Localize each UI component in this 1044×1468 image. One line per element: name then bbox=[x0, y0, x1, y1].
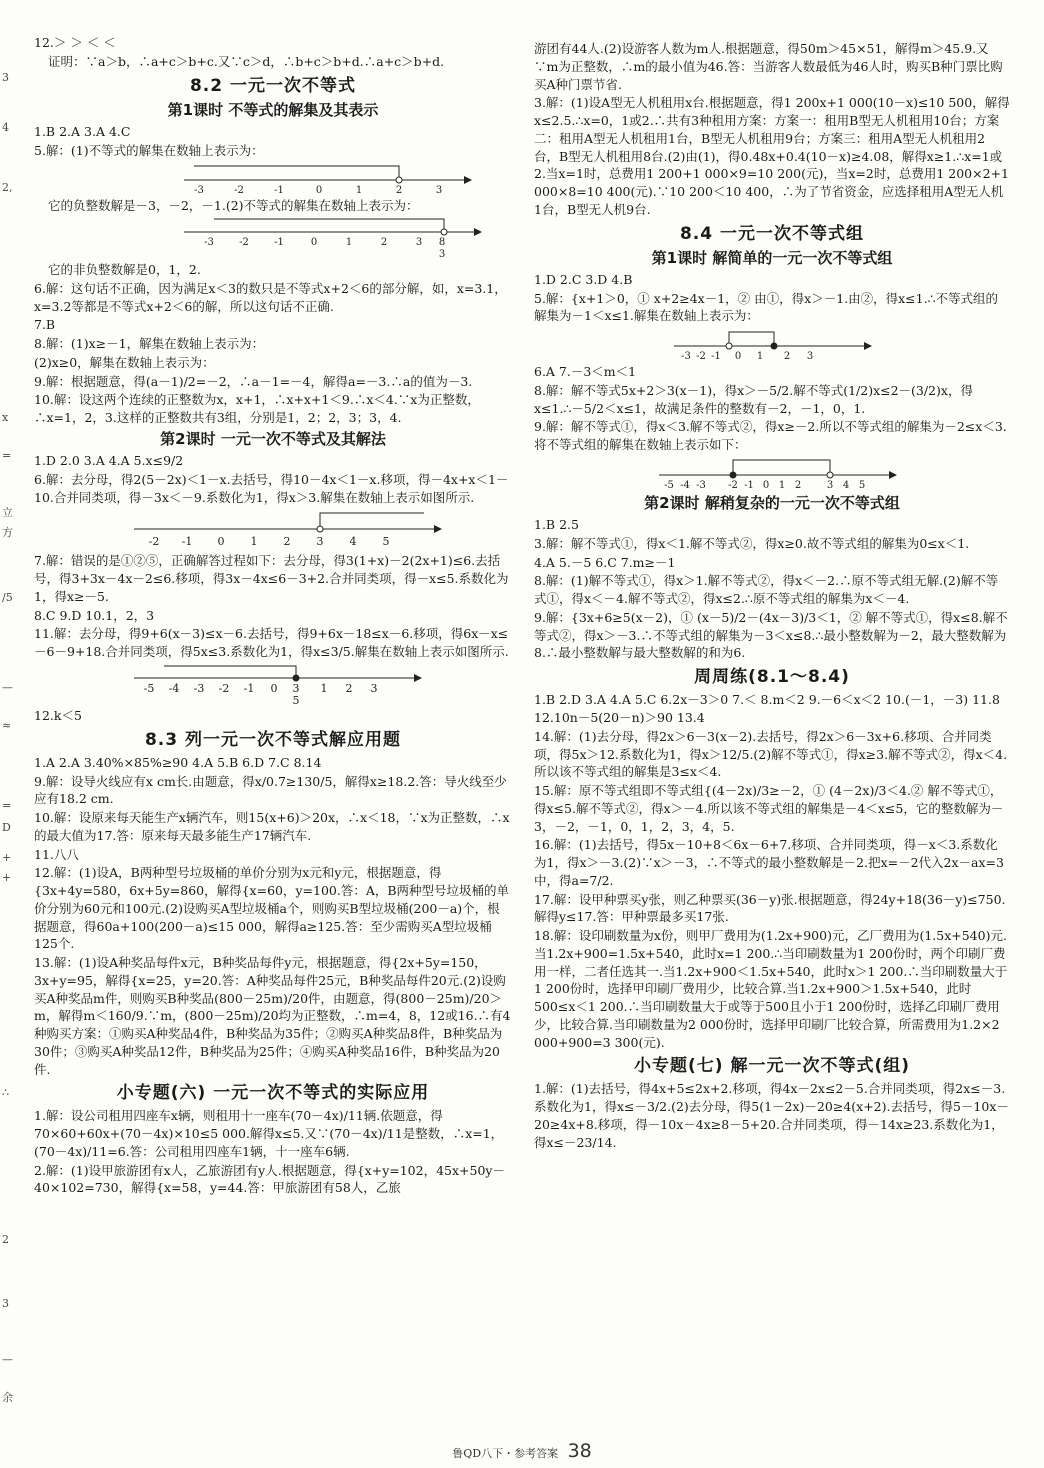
svg-text:2: 2 bbox=[283, 535, 291, 549]
answer-line: 它的负整数解是－3，－2，－1.(2)不等式的解集在数轴上表示为： bbox=[48, 198, 419, 214]
section-heading: 周周练(8.1～8.4) bbox=[694, 667, 850, 688]
answer-line: 5.解：{x+1＞0，① x+2≥4x－1，② 由①，得x＞－1.由②，得x≤1.∴不等式组的解集为－1＜x≤1.解集在数轴上表示为： bbox=[534, 290, 999, 324]
svg-text:-2: -2 bbox=[218, 681, 230, 695]
svg-text:1: 1 bbox=[355, 185, 363, 197]
svg-text:3: 3 bbox=[435, 185, 443, 197]
edge-mark: ∴ bbox=[2, 1086, 9, 1099]
svg-text:-2: -2 bbox=[234, 185, 244, 197]
number-line-figure bbox=[34, 507, 512, 551]
lesson-heading: 第1课时 解简单的一元一次不等式组 bbox=[651, 248, 893, 267]
svg-text:2: 2 bbox=[395, 185, 403, 197]
svg-text:0: 0 bbox=[217, 535, 225, 549]
answer-line: 6.A 7.－3＜m＜1 bbox=[534, 364, 637, 380]
svg-text:-1: -1 bbox=[243, 681, 255, 695]
svg-text:-3: -3 bbox=[193, 681, 205, 695]
answer-line: 7.解：错误的是①②⑤，正确解答过程如下：去分母，得3(1+x)－2(2x+1)≤6.去括号，得3+3x－4x－2≤6.移项，得3x－4x≤6－3+2.合并同类项，得－x≤5.系数化为1，得x≥－5. bbox=[34, 553, 509, 604]
edge-mark: D bbox=[2, 821, 11, 834]
answer-line: 12.解：(1)设A，B两种型号垃圾桶的单价分别为x元和y元，根据题意，得{3x+4y=580，6x+5y=860，解得{x=60，y=100.答：A，B两种型号垃圾桶的单价分别为60元和100元.(2)设购买A型垃圾桶a个，则购买B型垃圾桶(200－a)个，根据题意，得60a+100(200－a)≤15 000，解得a≥125.答：至少需购买A型垃圾桶125个. bbox=[34, 865, 510, 952]
svg-text:0: 0 bbox=[762, 479, 770, 491]
svg-text:8: 8 bbox=[438, 237, 446, 249]
svg-text:1: 1 bbox=[320, 681, 328, 695]
section-heading: 8.3 列一元一次不等式解应用题 bbox=[144, 729, 402, 750]
svg-text:3: 3 bbox=[316, 535, 324, 549]
edge-mark: 4 bbox=[2, 121, 9, 134]
right-column bbox=[534, 40, 1010, 1440]
answer-line: 7.B bbox=[34, 317, 56, 333]
svg-text:3: 3 bbox=[370, 681, 378, 695]
svg-text:2: 2 bbox=[380, 237, 388, 249]
edge-mark: + bbox=[2, 851, 12, 864]
answer-line: 6.解：这句话不正确，因为满足x＜3的数只是不等式x+2＜6的部分解，如，x=3.1，x=3.2等都是不等式x+2＜6的解，所以这句话不正确. bbox=[34, 280, 507, 314]
svg-text:2: 2 bbox=[794, 479, 802, 491]
edge-mark: — bbox=[2, 1353, 13, 1366]
edge-mark: 3 bbox=[2, 71, 9, 84]
answer-line: 证明：∵a＞b，∴a+c＞b+c.又∵c＞d，∴b+c＞b+d.∴a+c＞b+d. bbox=[48, 53, 445, 69]
svg-text:5: 5 bbox=[292, 693, 300, 706]
answer-line: 3.解：(1)设A型无人机租用x台.根据题意，得1 200x+1 000(10－x)≤10 500，解得x≤2.5.∴x=0，1或2.∴共有3种租用方案：方案一：租用B型无人机租用10台；方案二：租用A型无人机租用1台，B型无人机租用9台；方案三：租用A型无人机租用2台，B型无人机租用8台.(2)由(1)，得0.48x+0.4(10－x)≥4.08，解得x≥1.∴x=1或2.当x=1时，总费用1 200+1 000×9=10 200(元)，当x=2时，总费用1 200×2+1 000×8=10 400(元).∵10 200＜10 400，∴为了节省资金，应选择租用A型无人机1台，B型无人机9台. bbox=[534, 95, 1010, 217]
answer-line: 9.解：解不等式①，得x＜3.解不等式②，得x≥－2.所以不等式组的解集为－2≤x＜3.将不等式组的解集在数轴上表示如下： bbox=[534, 419, 1007, 453]
answer-line: 1.D 2.0 3.A 4.A 5.x≤9/2 bbox=[34, 453, 184, 469]
edge-mark: 余 bbox=[2, 1391, 13, 1404]
svg-text:1: 1 bbox=[345, 237, 353, 249]
answer-line: 9.解：设导火线应有x cm长.由题意，得x/0.7≥130/5，解得x≥18.2.答：导火线至少应有18.2 cm. bbox=[34, 773, 507, 807]
left-edge-bleed bbox=[0, 0, 18, 1440]
edge-mark: — bbox=[2, 681, 13, 694]
edge-mark: = bbox=[2, 449, 12, 462]
edge-mark: 立 bbox=[2, 506, 13, 519]
answer-line: 1.D 2.C 3.D 4.B bbox=[534, 271, 633, 287]
answer-line: 1.B 2.5 bbox=[534, 517, 579, 533]
svg-text:1: 1 bbox=[778, 479, 786, 491]
number-line-figure bbox=[534, 326, 1010, 362]
number-line-figure bbox=[34, 160, 512, 196]
svg-text:-4: -4 bbox=[168, 681, 180, 695]
answer-line: 18.解：设印刷数量为x份，则甲厂费用为(1.2x+900)元，乙厂费用为(1.5x+540)元.当1.2x+900=1.5x+540，此时x=1 200.∴当印刷数量为1 200份时，两个印刷厂费用一样，二者任选其一.当1.2x+900＜1.5x+540，此时x＞1 200.∴当印刷数量大于1 200份时，选择甲印刷厂费用少，比较合算.当1.2x+900＞1.5x+540，此时500≤x＜1 200.∴当印刷数量大于或等于500且小于1 200份时，选择乙印刷厂费用少，比较合算.当印刷数量为2 000份时，选择甲印刷厂比较合算，所需费用为1.2×2 000+900=3 300(元). bbox=[534, 928, 1008, 1050]
number-line-figure bbox=[34, 662, 512, 706]
answer-line: 4.A 5.－5 6.C 7.m≥－1 bbox=[534, 554, 676, 570]
svg-text:-3: -3 bbox=[194, 185, 204, 197]
section-heading: 小专题(六) 一元一次不等式的实际应用 bbox=[116, 1083, 430, 1104]
edge-mark: x bbox=[2, 411, 9, 424]
answer-line: 5.解：(1)不等式的解集在数轴上表示为： bbox=[34, 142, 264, 158]
edge-mark: + bbox=[2, 871, 12, 884]
section-heading: 小专题(七) 解一元一次不等式(组) bbox=[634, 1056, 910, 1077]
edge-mark: 方 bbox=[2, 526, 13, 539]
svg-text:-2: -2 bbox=[148, 535, 160, 549]
answer-line: 9.解：{3x+6≥5(x－2)，① (x－5)/2－(4x－3)/3＜1，② 解不等式①，得x≤8.解不等式②，得x＞－3.∴不等式组的解集为－3＜x≤8.∴最小整数解为－2，最大整数解为8.∴最小整数解与最大整数解的和为6. bbox=[534, 609, 1008, 661]
number-line-figure bbox=[534, 455, 1010, 491]
lesson-heading: 第2课时 一元一次不等式及其解法 bbox=[160, 429, 386, 448]
svg-text:0: 0 bbox=[315, 185, 323, 197]
answer-line: 17.解：设甲种票买y张，则乙种票买(36－y)张.根据题意，得24y+18(36－y)≤750.解得y≤17.答：甲种票最多买17张. bbox=[534, 891, 1006, 925]
edge-mark: /5 bbox=[2, 591, 13, 604]
answer-line: (2)x≥0，解集在数轴上表示为： bbox=[34, 354, 215, 370]
answer-line: 8.C 9.D 10.1，2，3 bbox=[34, 607, 155, 623]
edge-mark: 3 bbox=[2, 1297, 9, 1310]
answer-line: 3.解：解不等式①，得x＜1.解不等式②，得x≥0.故不等式组的解集为0≤x＜1. bbox=[534, 535, 970, 551]
answer-line: 1.B 2.D 3.A 4.A 5.C 6.2x－3＞0 7.＜ 8.m＜2 9.－6＜x＜2 10.(－1，－3) 11.8 12.10n－5(20－n)＞90 13.4 bbox=[534, 692, 1000, 726]
svg-text:-3: -3 bbox=[681, 351, 691, 363]
svg-text:2: 2 bbox=[345, 681, 353, 695]
svg-text:0: 0 bbox=[270, 681, 278, 695]
answer-line: 14.解：(1)去分母，得2x＞6－3(x－2).去括号，得2x＞6－3x+6.移项、合并同类项，得5x＞12.系数化为1，得x＞12/5.(2)解不等式①，得x≥3.解不等式②，得x＜4.所以该不等式组的解集是3≤x＜4. bbox=[534, 728, 1008, 780]
left-column bbox=[34, 34, 512, 1434]
svg-text:-1: -1 bbox=[274, 185, 284, 197]
answer-line: 13.解：(1)设A种奖品每件x元，B种奖品每件y元，根据题意，得{2x+5y=150，3x+y=95，解得{x=25，y=20.答：A种奖品每件25元，B种奖品每件20元.(2)设购买A种奖品m件，则购买B种奖品(800－25m)/20件，由题意，得(800－25m)/20＞m，解得m＜160/9.∵m，(800－25m)/20均为正整数，∴m=4，8，12或16.∴有4种购买方案：①购买A种奖品4件，B种奖品为35件；②购买A种奖品8件，B种奖品为30件；③购买A种奖品12件，B种奖品为25件；④购买A种奖品16件，B种奖品为20件. bbox=[34, 955, 511, 1077]
svg-text:-3: -3 bbox=[204, 237, 214, 249]
answer-line: 12.＞ ＞ ＜ ＜ bbox=[34, 35, 116, 50]
svg-text:1: 1 bbox=[250, 535, 258, 549]
svg-text:3: 3 bbox=[292, 681, 300, 695]
svg-text:-1: -1 bbox=[181, 535, 193, 549]
answer-line: 12.k＜5 bbox=[34, 707, 82, 723]
svg-text:-2: -2 bbox=[696, 351, 706, 363]
edge-mark: 2 bbox=[2, 1233, 9, 1246]
answer-line: 11.八八 bbox=[34, 846, 79, 862]
svg-text:-1: -1 bbox=[711, 351, 721, 363]
answer-line: 9.解：根据题意，得(a－1)/2=－2，∴a－1=－4，解得a=－3.∴a的值为－3. bbox=[34, 373, 473, 389]
answer-line: 11.解：去分母，得9+6(x－3)≤x－6.去括号，得9+6x－18≤x－6.移项，得6x－x≤－6－9+18.合并同类项，得5x≤3.系数化为1，得x≤3/5.解集在数轴上表示如图所示. bbox=[34, 626, 509, 660]
section-heading: 8.4 一元一次不等式组 bbox=[679, 223, 865, 244]
svg-text:4: 4 bbox=[349, 535, 357, 549]
answer-line: 它的非负整数解是0，1，2. bbox=[48, 262, 201, 278]
svg-text:-5: -5 bbox=[664, 479, 674, 491]
svg-text:-4: -4 bbox=[680, 479, 690, 491]
svg-text:-3: -3 bbox=[696, 479, 706, 491]
lesson-heading: 第2课时 解稍复杂的一元一次不等式组 bbox=[644, 493, 900, 512]
answer-line: 10.解：设这两个连续的正整数为x，x+1，∴x+x+1＜9.∴x＜4.∵x为正整数，∴x=1，2，3.这样的正整数共有3组，分别是1，2；2，3；3，4. bbox=[34, 392, 480, 426]
edge-mark: 2, bbox=[2, 181, 13, 194]
answer-line: 8.解：(1)x≥－1，解集在数轴上表示为： bbox=[34, 336, 265, 352]
answer-line: 8.解：解不等式5x+2＞3(x－1)，得x＞－5/2.解不等式(1/2)x≤2－(3/2)x，得x≤1.∴－5/2＜x≤1，故满足条件的整数有－2，－1，0，1. bbox=[534, 382, 973, 416]
svg-text:3: 3 bbox=[826, 479, 834, 491]
svg-text:-2: -2 bbox=[728, 479, 738, 491]
svg-text:-1: -1 bbox=[274, 237, 284, 249]
svg-text:3: 3 bbox=[415, 237, 423, 249]
svg-text:1: 1 bbox=[756, 351, 764, 363]
answer-line: 2.解：(1)设甲旅游团有x人，乙旅游团有y人.根据题意，得{x+y=102，45x+50y－40×102=730，解得{x=58，y=44.答：甲旅游团有58人，乙旅 bbox=[34, 1162, 505, 1196]
answer-line: 8.解：(1)解不等式①，得x＞1.解不等式②，得x＜－2.∴原不等式组无解.(2)解不等式①，得x＜－4.解不等式②，得x≤2.∴原不等式组的解集为x＜－4. bbox=[534, 573, 999, 607]
answer-line: 1.解：设公司租用四座车x辆，则租用十一座车(70－4x)/11辆.依题意，得70×60+60x+(70－4x)×10≤5 000.解得x≤5.又∵(70－4x)/11是整数，∴x=1，(70－4x)/11=6.答：公司租用四座车1辆，十一座车6辆. bbox=[34, 1108, 504, 1159]
edge-mark: ≈ bbox=[2, 719, 12, 732]
page-number: 38 bbox=[567, 1440, 592, 1462]
number-line-figure bbox=[34, 216, 512, 260]
answer-line: 10.解：设原来每天能生产x辆汽车，则15(x+6)＞20x，∴x＜18，∵x为正整数，∴x的最大值为17.答：原来每天最多能生产17辆汽车. bbox=[34, 810, 510, 843]
svg-text:-1: -1 bbox=[744, 479, 754, 491]
svg-text:-2: -2 bbox=[239, 237, 249, 249]
page-footer bbox=[0, 1438, 1044, 1465]
svg-text:-5: -5 bbox=[143, 681, 155, 695]
svg-text:4: 4 bbox=[842, 479, 850, 491]
answer-line: 15.解：原不等式组即不等式组{(4－2x)/3≥－2，① (4－2x)/3＜4.② 解不等式①，得x≤5.解不等式②，得x＞－4.所以该不等式组的解集是－4＜x≤5，它的整数解为－3，－2，－1，0，1，2，3，4，5. bbox=[534, 783, 1004, 834]
svg-text:5: 5 bbox=[382, 535, 390, 549]
svg-text:2: 2 bbox=[783, 351, 791, 363]
answer-line: 1.B 2.A 3.A 4.C bbox=[34, 123, 131, 139]
answer-line: 1.A 2.A 3.40%×85%≥90 4.A 5.B 6.D 7.C 8.14 bbox=[34, 754, 322, 770]
edge-mark: = bbox=[2, 799, 12, 812]
svg-text:0: 0 bbox=[310, 237, 318, 249]
answer-line: 16.解：(1)去括号，得5x－10+8＜6x－6+7.移项、合并同类项，得－x＜3.系数化为1，得x＞－3.(2)∵x＞－3，∴不等式的最小整数解是－2.把x=－2代入2x－ax=3中，得a=7/2. bbox=[534, 837, 1004, 888]
svg-text:3: 3 bbox=[806, 351, 814, 363]
lesson-heading: 第1课时 不等式的解集及其表示 bbox=[167, 100, 379, 119]
svg-text:0: 0 bbox=[734, 351, 742, 363]
footer-label: 鲁QD八下・参考答案 bbox=[452, 1447, 559, 1460]
answer-line: 游团有44人.(2)设游客人数为m人.根据题意，得50m＞45×51，解得m＞45.9.又∵m为正整数，∴m的最小值为46.答：当游客人数最低为46人时，购买B种门票比购买A种门票节省. bbox=[534, 41, 1003, 92]
answer-line: 6.解：去分母，得2(5－2x)＜1－x.去括号，得10－4x＜1－x.移项，得－4x+x＜1－10.合并同类项，得－3x＜－9.系数化为1，得x＞3.解集在数轴上表示如图所示. bbox=[34, 471, 509, 505]
svg-text:3: 3 bbox=[438, 249, 446, 261]
section-heading: 8.2 一元一次不等式 bbox=[189, 75, 357, 96]
answer-line: 1.解：(1)去括号，得4x+5≤2x+2.移项，得4x－2x≤2－5.合并同类项，得2x≤－3.系数化为1，得x≤－3/2.(2)去分母，得5(1－2x)－20≥4(x+2).去括号，得5－10x－20≥4x+8.移项，得－10x－4x≥8－5+20.合并同类项，得－14x≥23.系数化为1，得x≤－23/14. bbox=[534, 1081, 1009, 1150]
svg-text:5: 5 bbox=[858, 479, 866, 491]
